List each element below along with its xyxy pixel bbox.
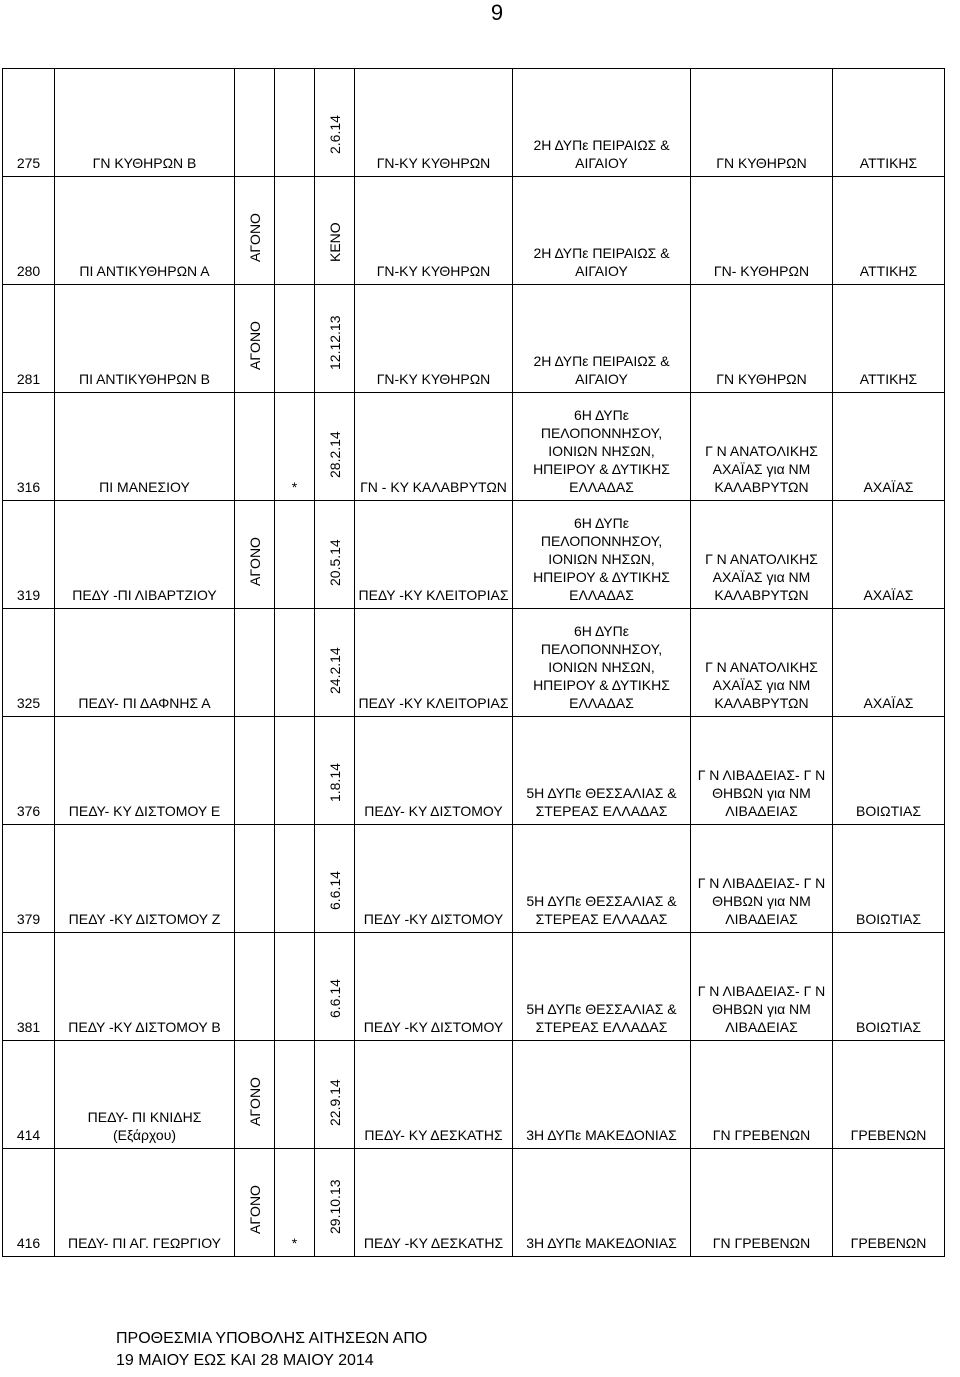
hospital-unit: ΓΝ ΚΥΘΗΡΩΝ [691, 69, 833, 177]
hospital-unit: ΓΝ- ΚΥΘΗΡΩΝ [691, 177, 833, 285]
hospital-unit: Γ Ν ΛΙΒΑΔΕΙΑΣ- Γ Ν ΘΗΒΩΝ για ΝΜ ΛΙΒΑΔΕΙΑΣ [691, 825, 833, 933]
regional-unit: ΒΟΙΩΤΙΑΣ [833, 717, 945, 825]
health-directorate: 5Η ΔΥΠε ΘΕΣΣΑΛΙΑΣ & ΣΤΕΡΕΑΣ ΕΛΛΑΔΑΣ [513, 825, 691, 933]
table-row [3, 177, 945, 285]
position-code: 325 [3, 609, 55, 717]
remote-status-cell [235, 717, 275, 825]
vacancy-date: 1.8.14 [326, 763, 343, 802]
date-cell [315, 609, 355, 717]
health-center: ΠΕΔΥ- ΚΥ ΔΙΣΤΟΜΟΥ [355, 717, 513, 825]
table-row [3, 825, 945, 933]
vacancy-date: 24.2.14 [326, 647, 343, 694]
note-mark [275, 1041, 315, 1149]
vacancy-date: 28.2.14 [326, 431, 343, 478]
remote-status-cell [235, 69, 275, 177]
position-name: ΠΕΔΥ -ΚΥ ΔΙΣΤΟΜΟΥ Ζ [55, 825, 235, 933]
health-center: ΓΝ-ΚΥ ΚΥΘΗΡΩΝ [355, 69, 513, 177]
note-mark [275, 69, 315, 177]
table-row [3, 285, 945, 393]
health-directorate: 5Η ΔΥΠε ΘΕΣΣΑΛΙΑΣ & ΣΤΕΡΕΑΣ ΕΛΛΑΔΑΣ [513, 717, 691, 825]
table-row [3, 609, 945, 717]
health-center: ΠΕΔΥ -ΚΥ ΚΛΕΙΤΟΡΙΑΣ [355, 609, 513, 717]
health-center: ΠΕΔΥ -ΚΥ ΔΙΣΤΟΜΟΥ [355, 933, 513, 1041]
position-code: 381 [3, 933, 55, 1041]
remote-status-cell [235, 393, 275, 501]
remote-status-cell [235, 1149, 275, 1257]
position-name: ΠΙ ΜΑΝΕΣΙΟΥ [55, 393, 235, 501]
remote-status: ΑΓΟΝΟ [246, 321, 263, 370]
regional-unit: ΓΡΕΒΕΝΩΝ [833, 1149, 945, 1257]
position-name: ΠΕΔΥ -ΠΙ ΛΙΒΑΡΤΖΙΟΥ [55, 501, 235, 609]
vacancy-date: 29.10.13 [326, 1179, 343, 1234]
regional-unit: ΓΡΕΒΕΝΩΝ [833, 1041, 945, 1149]
hospital-unit: Γ Ν ΑΝΑΤΟΛΙΚΗΣ ΑΧΑΪΑΣ για ΝΜ ΚΑΛΑΒΡΥΤΩΝ [691, 609, 833, 717]
health-directorate: 6Η ΔΥΠε ΠΕΛΟΠΟΝΝΗΣΟΥ, ΙΟΝΙΩΝ ΝΗΣΩΝ, ΗΠΕΙΡΟΥ & ΔΥΤΙΚΗΣ ΕΛΛΑΔΑΣ [513, 393, 691, 501]
regional-unit: ΑΤΤΙΚΗΣ [833, 285, 945, 393]
note-mark [275, 717, 315, 825]
hospital-unit: Γ Ν ΛΙΒΑΔΕΙΑΣ- Γ Ν ΘΗΒΩΝ για ΝΜ ΛΙΒΑΔΕΙΑΣ [691, 717, 833, 825]
remote-status: ΑΓΟΝΟ [246, 1185, 263, 1234]
position-name: ΠΙ ΑΝΤΙΚΥΘΗΡΩΝ Β [55, 285, 235, 393]
note-mark [275, 177, 315, 285]
table-row [3, 393, 945, 501]
position-name: ΠΕΔΥ- ΚΥ ΔΙΣΤΟΜΟΥ Ε [55, 717, 235, 825]
health-directorate: 3Η ΔΥΠε ΜΑΚΕΔΟΝΙΑΣ [513, 1149, 691, 1257]
table-row [3, 717, 945, 825]
remote-status: ΑΓΟΝΟ [246, 213, 263, 262]
regional-unit: ΑΧΑΪΑΣ [833, 501, 945, 609]
note-mark [275, 609, 315, 717]
vacancy-date: 22.9.14 [326, 1079, 343, 1126]
health-directorate: 2Η ΔΥΠε ΠΕΙΡΑΙΩΣ & ΑΙΓΑΙΟΥ [513, 285, 691, 393]
date-cell [315, 1041, 355, 1149]
vacancy-date: 2.6.14 [326, 115, 343, 154]
position-code: 280 [3, 177, 55, 285]
position-code: 416 [3, 1149, 55, 1257]
note-mark: * [275, 1149, 315, 1257]
health-directorate: 6Η ΔΥΠε ΠΕΛΟΠΟΝΝΗΣΟΥ, ΙΟΝΙΩΝ ΝΗΣΩΝ, ΗΠΕΙΡΟΥ & ΔΥΤΙΚΗΣ ΕΛΛΑΔΑΣ [513, 501, 691, 609]
application-deadline [116, 1328, 427, 1372]
position-name: ΠΙ ΑΝΤΙΚΥΘΗΡΩΝ Α [55, 177, 235, 285]
vacancy-date: 6.6.14 [326, 979, 343, 1018]
note-mark: * [275, 393, 315, 501]
position-code: 414 [3, 1041, 55, 1149]
regional-unit: ΑΧΑΪΑΣ [833, 393, 945, 501]
hospital-unit: ΓΝ ΚΥΘΗΡΩΝ [691, 285, 833, 393]
remote-status-cell [235, 285, 275, 393]
position-code: 319 [3, 501, 55, 609]
position-code: 316 [3, 393, 55, 501]
position-code: 376 [3, 717, 55, 825]
health-center: ΓΝ-ΚΥ ΚΥΘΗΡΩΝ [355, 285, 513, 393]
date-cell [315, 1149, 355, 1257]
health-center: ΠΕΔΥ -ΚΥ ΔΙΣΤΟΜΟΥ [355, 825, 513, 933]
hospital-unit: ΓΝ ΓΡΕΒΕΝΩΝ [691, 1149, 833, 1257]
remote-status-cell [235, 825, 275, 933]
deadline-line-1: ΠΡΟΘΕΣΜΙΑ ΥΠΟΒΟΛΗΣ ΑΙΤΗΣΕΩΝ ΑΠΟ [116, 1330, 428, 1347]
position-name: ΠΕΔΥ- ΠΙ ΑΓ. ΓΕΩΡΓΙΟΥ [55, 1149, 235, 1257]
date-cell [315, 177, 355, 285]
date-cell [315, 285, 355, 393]
date-cell [315, 501, 355, 609]
note-mark [275, 933, 315, 1041]
vacancy-date: 20.5.14 [326, 539, 343, 586]
position-code: 379 [3, 825, 55, 933]
health-directorate: 5Η ΔΥΠε ΘΕΣΣΑΛΙΑΣ & ΣΤΕΡΕΑΣ ΕΛΛΑΔΑΣ [513, 933, 691, 1041]
health-center: ΓΝ-ΚΥ ΚΥΘΗΡΩΝ [355, 177, 513, 285]
vacancy-date: 6.6.14 [326, 871, 343, 910]
remote-status: ΑΓΟΝΟ [246, 537, 263, 586]
table-row [3, 933, 945, 1041]
health-center: ΓΝ - ΚΥ ΚΑΛΑΒΡΥΤΩΝ [355, 393, 513, 501]
positions-table [2, 68, 945, 1257]
note-mark [275, 825, 315, 933]
date-cell [315, 393, 355, 501]
position-name: ΠΕΔΥ -ΚΥ ΔΙΣΤΟΜΟΥ Β [55, 933, 235, 1041]
health-directorate: 6Η ΔΥΠε ΠΕΛΟΠΟΝΝΗΣΟΥ, ΙΟΝΙΩΝ ΝΗΣΩΝ, ΗΠΕΙΡΟΥ & ΔΥΤΙΚΗΣ ΕΛΛΑΔΑΣ [513, 609, 691, 717]
health-directorate: 2Η ΔΥΠε ΠΕΙΡΑΙΩΣ & ΑΙΓΑΙΟΥ [513, 69, 691, 177]
table-row [3, 1149, 945, 1257]
health-center: ΠΕΔΥ -ΚΥ ΚΛΕΙΤΟΡΙΑΣ [355, 501, 513, 609]
vacancy-date: 12.12.13 [326, 315, 343, 370]
regional-unit: ΑΤΤΙΚΗΣ [833, 177, 945, 285]
hospital-unit: Γ Ν ΑΝΑΤΟΛΙΚΗΣ ΑΧΑΪΑΣ για ΝΜ ΚΑΛΑΒΡΥΤΩΝ [691, 393, 833, 501]
remote-status-cell [235, 1041, 275, 1149]
remote-status-cell [235, 177, 275, 285]
table-row [3, 1041, 945, 1149]
health-directorate: 2Η ΔΥΠε ΠΕΙΡΑΙΩΣ & ΑΙΓΑΙΟΥ [513, 177, 691, 285]
deadline-line-2: 19 ΜΑΙΟΥ ΕΩΣ ΚΑΙ 28 ΜΑΙΟΥ 2014 [116, 1352, 374, 1369]
table-row [3, 501, 945, 609]
position-name: ΓΝ ΚΥΘΗΡΩΝ Β [55, 69, 235, 177]
remote-status-cell [235, 609, 275, 717]
position-code: 275 [3, 69, 55, 177]
health-directorate: 3Η ΔΥΠε ΜΑΚΕΔΟΝΙΑΣ [513, 1041, 691, 1149]
hospital-unit: Γ Ν ΑΝΑΤΟΛΙΚΗΣ ΑΧΑΪΑΣ για ΝΜ ΚΑΛΑΒΡΥΤΩΝ [691, 501, 833, 609]
position-name: ΠΕΔΥ- ΠΙ ΚΝΙΔΗΣ (Εξάρχου) [55, 1041, 235, 1149]
note-mark [275, 285, 315, 393]
date-cell [315, 825, 355, 933]
note-mark [275, 501, 315, 609]
remote-status-cell [235, 501, 275, 609]
remote-status: ΑΓΟΝΟ [246, 1077, 263, 1126]
regional-unit: ΒΟΙΩΤΙΑΣ [833, 825, 945, 933]
health-center: ΠΕΔΥ- ΚΥ ΔΕΣΚΑΤΗΣ [355, 1041, 513, 1149]
health-center: ΠΕΔΥ -ΚΥ ΔΕΣΚΑΤΗΣ [355, 1149, 513, 1257]
date-cell [315, 69, 355, 177]
remote-status-cell [235, 933, 275, 1041]
page-number: 9 [490, 0, 504, 25]
vacancy-date: ΚΕΝΟ [326, 222, 343, 262]
hospital-unit: Γ Ν ΛΙΒΑΔΕΙΑΣ- Γ Ν ΘΗΒΩΝ για ΝΜ ΛΙΒΑΔΕΙΑΣ [691, 933, 833, 1041]
position-code: 281 [3, 285, 55, 393]
regional-unit: ΑΧΑΪΑΣ [833, 609, 945, 717]
regional-unit: ΒΟΙΩΤΙΑΣ [833, 933, 945, 1041]
table-row [3, 69, 945, 177]
date-cell [315, 717, 355, 825]
position-name: ΠΕΔΥ- ΠΙ ΔΑΦΝΗΣ Α [55, 609, 235, 717]
hospital-unit: ΓΝ ΓΡΕΒΕΝΩΝ [691, 1041, 833, 1149]
date-cell [315, 933, 355, 1041]
regional-unit: ΑΤΤΙΚΗΣ [833, 69, 945, 177]
